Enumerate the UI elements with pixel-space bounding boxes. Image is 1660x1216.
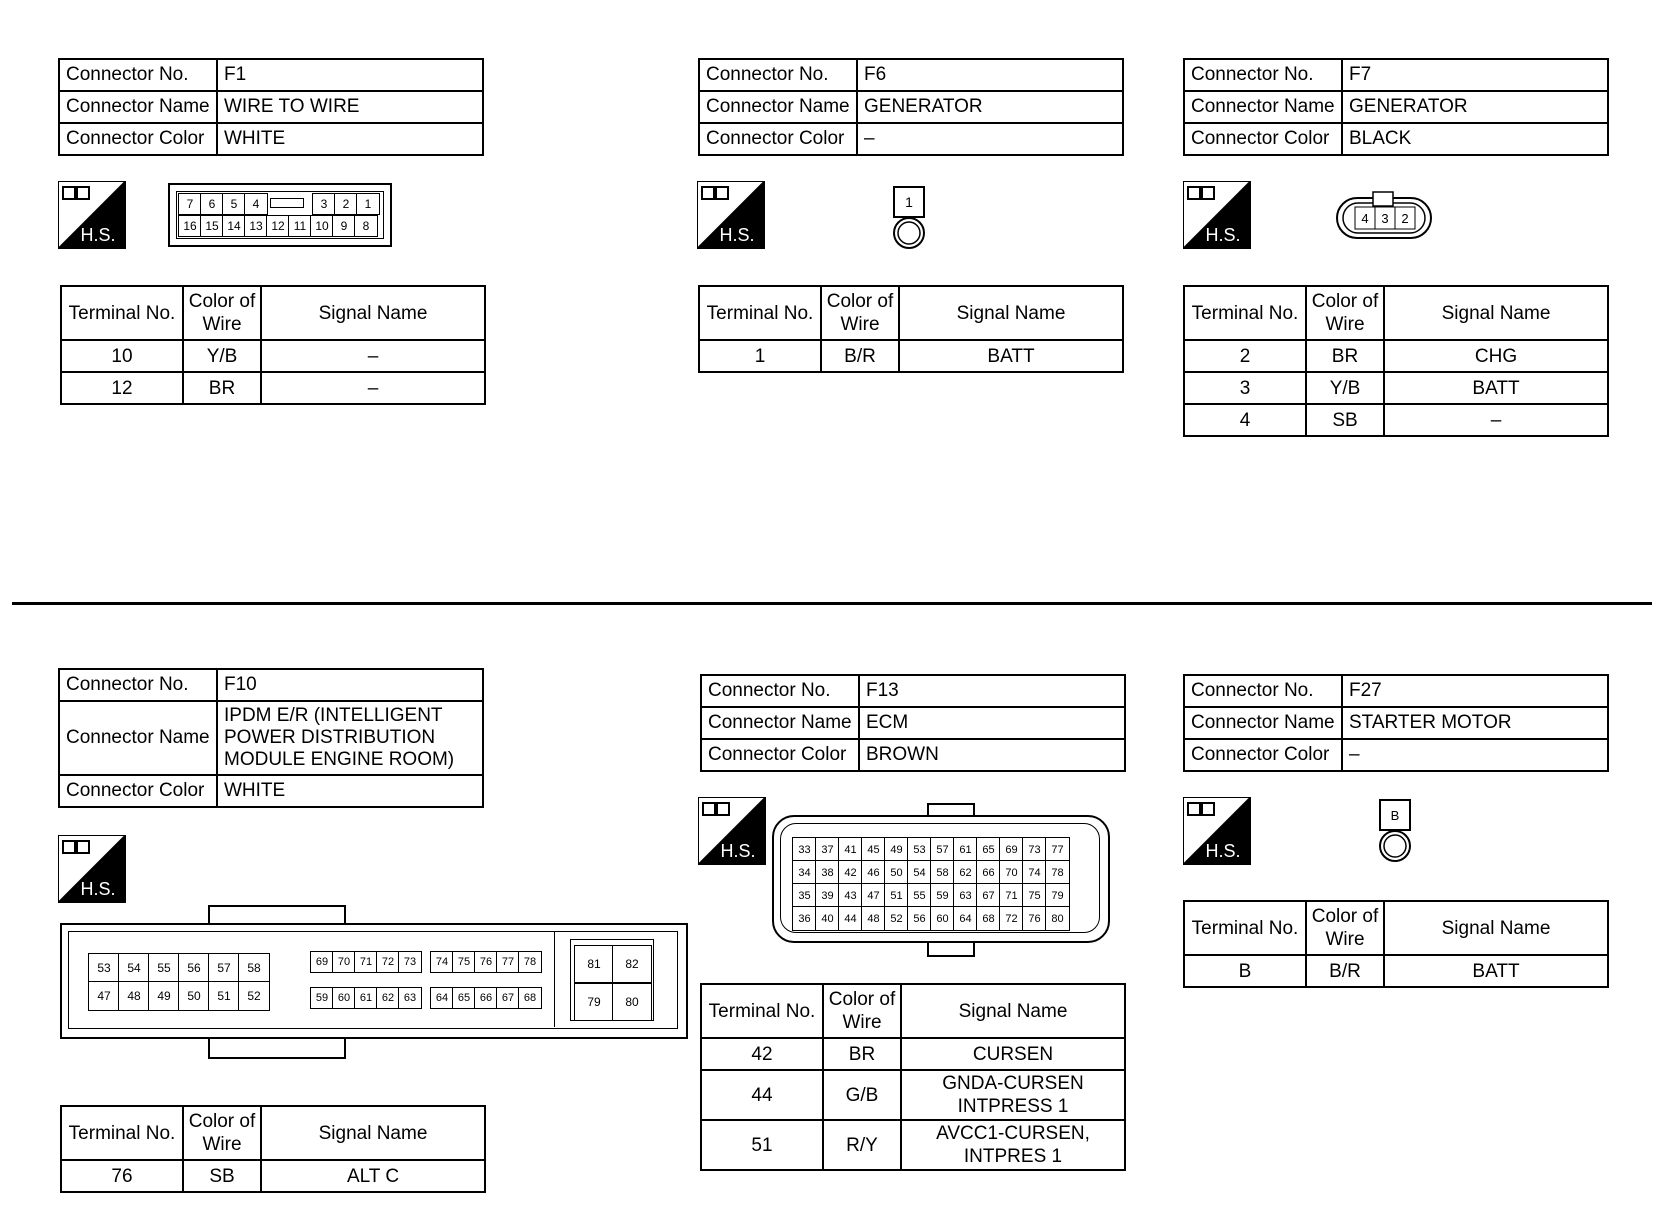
cavity: 49 [884,837,909,862]
connector-info-f13 [700,674,1126,772]
cavity: 33 [792,837,817,862]
table-row: 42 BR CURSEN [701,1038,1125,1070]
cavity: 71 [354,951,378,973]
cavity: 61 [354,987,378,1009]
cavity: 77 [496,951,520,973]
connector-face-f27 [1378,799,1412,865]
cavity: 56 [907,906,932,931]
cavity: 9 [332,215,356,237]
cavity: 2 [1401,211,1409,226]
cavity: 57 [930,837,955,862]
connector-name-value: ECM [859,707,1125,739]
connector-face-f13 [772,803,1110,955]
connector-color-label: Connector Color [59,775,217,807]
cavity: 47 [861,883,886,908]
cavity: 63 [398,987,422,1009]
connector-name-label: Connector Name [59,91,217,123]
connector-info-f10 [58,668,484,808]
svg-text:H.S.: H.S. [1205,841,1241,861]
wire-color-header: Color of Wire [823,984,901,1038]
connector-name-label: Connector Name [701,707,859,739]
cavity: 79 [1045,883,1070,908]
table-row: 44 G/B GNDA-CURSEN INTPRESS 1 [701,1070,1125,1120]
cavity: 36 [792,906,817,931]
cavity: 52 [884,906,909,931]
harness-side-icon [58,181,126,249]
terminal-ring-icon [1378,829,1412,863]
section-divider [12,602,1652,605]
terminal-no-header: Terminal No. [701,984,823,1038]
connector-color-value: WHITE [217,775,483,807]
terminal-no-header: Terminal No. [1184,901,1306,955]
cavity: 13 [244,215,268,237]
terminal-table-f10 [60,1105,486,1193]
connector-no-label: Connector No. [701,675,859,707]
table-row: 10 Y/B – [61,340,485,372]
connector-color-value: – [1342,739,1608,771]
cavity: 50 [178,981,210,1011]
wire-color-header: Color of Wire [183,1106,261,1160]
cavity: 47 [88,981,120,1011]
connector-name-value: GENERATOR [857,91,1123,123]
cavity: 16 [178,215,202,237]
connector-info-f27 [1183,674,1609,772]
cavity: 65 [452,987,476,1009]
cavity: 11 [288,215,312,237]
connector-name-value: WIRE TO WIRE [217,91,483,123]
terminal-no-header: Terminal No. [699,286,821,340]
connector-color-label: Connector Color [1184,739,1342,771]
terminal-table-f6 [698,285,1124,373]
cavity: 78 [1045,860,1070,885]
cavity: 3 [312,193,336,215]
cavity: 76 [1022,906,1047,931]
table-row: 4 SB – [1184,404,1608,436]
cavity: 68 [976,906,1001,931]
signal-name-header: Signal Name [899,286,1123,340]
terminal-table-f27 [1183,900,1609,988]
cavity: 8 [354,215,378,237]
terminal-ring-icon [893,216,925,250]
cavity: 74 [430,951,454,973]
connector-name-value: GENERATOR [1342,91,1608,123]
connector-color-value: WHITE [217,123,483,155]
cavity: 70 [999,860,1024,885]
cavity: 54 [907,860,932,885]
cavity: 79 [574,983,614,1021]
cavity: 38 [815,860,840,885]
connector-color-label: Connector Color [1184,123,1342,155]
connector-no-label: Connector No. [1184,675,1342,707]
cavity: 62 [376,987,400,1009]
cavity: 45 [861,837,886,862]
cavity: 64 [430,987,454,1009]
cavity: 15 [200,215,224,237]
harness-side-icon [58,835,126,903]
cavity: 51 [884,883,909,908]
cavity: 48 [118,981,150,1011]
connector-face-f10 [60,905,688,1057]
cavity: 49 [148,981,180,1011]
connector-face-f7 [1335,190,1433,242]
cavity: 46 [861,860,886,885]
harness-side-icon [698,797,766,865]
svg-text:H.S.: H.S. [719,225,755,245]
cavity: 69 [310,951,334,973]
connector-name-label: Connector Name [1184,707,1342,739]
cavity: 5 [222,193,246,215]
cavity: 59 [310,987,334,1009]
connector-no-label: Connector No. [1184,59,1342,91]
table-row: B B/R BATT [1184,955,1608,987]
table-row: 3 Y/B BATT [1184,372,1608,404]
svg-text:H.S.: H.S. [720,841,756,861]
cavity: 75 [1022,883,1047,908]
connector-info-f1 [58,58,484,156]
cavity: 39 [815,883,840,908]
connector-no-value: F10 [217,669,483,701]
signal-name-header: Signal Name [901,984,1125,1038]
cavity: 34 [792,860,817,885]
cavity: 3 [1381,211,1389,226]
cavity: 6 [200,193,224,215]
terminal-no-header: Terminal No. [61,1106,183,1160]
cavity: 54 [118,953,150,983]
connector-color-label: Connector Color [699,123,857,155]
cavity: 35 [792,883,817,908]
cavity: 55 [907,883,932,908]
cavity: 78 [518,951,542,973]
cavity: 81 [574,945,614,983]
cavity: 75 [452,951,476,973]
cavity: 10 [310,215,334,237]
cavity: 52 [238,981,270,1011]
connector-no-value: F1 [217,59,483,91]
connector-color-label: Connector Color [59,123,217,155]
harness-side-icon [1183,797,1251,865]
cavity: 63 [953,883,978,908]
cavity: 2 [334,193,358,215]
cavity: 73 [1022,837,1047,862]
hs-label: H.S. [80,225,116,245]
cavity: 69 [999,837,1024,862]
signal-name-header: Signal Name [261,1106,485,1160]
connector-no-label: Connector No. [59,59,217,91]
svg-text:H.S.: H.S. [1205,225,1241,245]
cavity: 50 [884,860,909,885]
signal-name-header: Signal Name [261,286,485,340]
cavity: 82 [612,945,652,983]
connector-info-f7 [1183,58,1609,156]
cavity: 43 [838,883,863,908]
cavity: 60 [930,906,955,931]
harness-side-icon [1183,181,1251,249]
connector-color-value: – [857,123,1123,155]
table-row: 2 BR CHG [1184,340,1608,372]
cavity: 40 [815,906,840,931]
cavity: 4 [244,193,268,215]
table-row: 51 R/Y AVCC1-CURSEN, INTPRES 1 [701,1120,1125,1170]
cavity: 80 [612,983,652,1021]
connector-name-value: STARTER MOTOR [1342,707,1608,739]
svg-text:H.S.: H.S. [80,879,116,899]
cavity: 37 [815,837,840,862]
wire-color-header: Color of Wire [183,286,261,340]
cavity: 72 [376,951,400,973]
connector-name-label: Connector Name [699,91,857,123]
cavity: 72 [999,906,1024,931]
cavity: 68 [518,987,542,1009]
terminal-no-header: Terminal No. [1184,286,1306,340]
cavity: 41 [838,837,863,862]
table-row: 76 SB ALT C [61,1160,485,1192]
connector-name-value: IPDM E/R (INTELLIGENT POWER DISTRIBUTION MODULE ENGINE ROOM) [217,701,483,775]
cavity: 44 [838,906,863,931]
cavity: 7 [178,193,202,215]
cavity: 51 [208,981,240,1011]
cavity: 67 [496,987,520,1009]
cavity: 59 [930,883,955,908]
wire-color-header: Color of Wire [1306,901,1384,955]
cavity: 58 [930,860,955,885]
terminal-table-f13 [700,983,1126,1171]
cavity: 73 [398,951,422,973]
cavity: 56 [178,953,210,983]
cavity: B [1379,799,1411,831]
connector-name-label: Connector Name [1184,91,1342,123]
table-row: 12 BR – [61,372,485,404]
cavity: 74 [1022,860,1047,885]
cavity: 42 [838,860,863,885]
terminal-no-header: Terminal No. [61,286,183,340]
cavity: 65 [976,837,1001,862]
cavity: 48 [861,906,886,931]
table-row: 1 B/R BATT [699,340,1123,372]
terminal-table-f1 [60,285,486,405]
cavity: 62 [953,860,978,885]
connector-no-label: Connector No. [699,59,857,91]
harness-side-icon [697,181,765,249]
signal-name-header: Signal Name [1384,901,1608,955]
cavity: 12 [266,215,290,237]
connector-no-label: Connector No. [59,669,217,701]
cavity: 70 [332,951,356,973]
connector-no-value: F27 [1342,675,1608,707]
cavity: 80 [1045,906,1070,931]
connector-color-label: Connector Color [701,739,859,771]
cavity: 66 [474,987,498,1009]
cavity: 66 [976,860,1001,885]
connector-face-f1 [168,183,392,247]
cavity: 71 [999,883,1024,908]
connector-color-value: BLACK [1342,123,1608,155]
cavity: 60 [332,987,356,1009]
cavity: 14 [222,215,246,237]
wire-color-header: Color of Wire [1306,286,1384,340]
cavity: 53 [907,837,932,862]
cavity: 55 [148,953,180,983]
cavity: 67 [976,883,1001,908]
cavity: 1 [356,193,380,215]
cavity: 1 [893,186,925,218]
cavity: 76 [474,951,498,973]
cavity: 58 [238,953,270,983]
connector-info-f6 [698,58,1124,156]
connector-no-value: F6 [857,59,1123,91]
wire-color-header: Color of Wire [821,286,899,340]
connector-color-value: BROWN [859,739,1125,771]
connector-face-f6 [893,186,925,252]
connector-no-value: F13 [859,675,1125,707]
cavity: 77 [1045,837,1070,862]
connector-no-value: F7 [1342,59,1608,91]
cavity: 57 [208,953,240,983]
cavity: 53 [88,953,120,983]
cavity: 64 [953,906,978,931]
cavity: 61 [953,837,978,862]
terminal-table-f7 [1183,285,1609,437]
cavity: 4 [1361,211,1369,226]
signal-name-header: Signal Name [1384,286,1608,340]
connector-name-label: Connector Name [59,701,217,775]
